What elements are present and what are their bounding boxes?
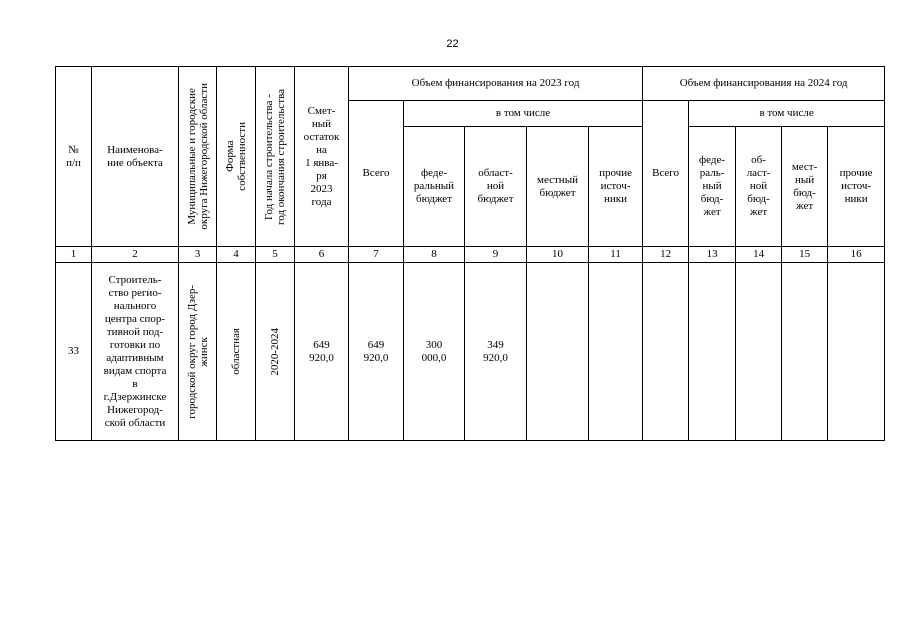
header-ownership xyxy=(217,67,256,247)
col-number: 1 xyxy=(56,247,92,263)
header-oth-2024: прочие источ- ники xyxy=(828,127,885,247)
header-total-2023: Всего xyxy=(349,101,404,247)
row-remainder: 649 920,0 xyxy=(295,263,349,441)
col-number: 15 xyxy=(782,247,828,263)
header-fin-2023: Объем финансирования на 2023 год xyxy=(349,67,643,101)
header-fin-2024: Объем финансирования на 2024 год xyxy=(643,67,885,101)
row-ownership xyxy=(217,263,256,441)
col-number: 12 xyxy=(643,247,689,263)
row-oth-2023 xyxy=(589,263,643,441)
col-number: 10 xyxy=(527,247,589,263)
row-loc-2023 xyxy=(527,263,589,441)
row-loc-2024 xyxy=(782,263,828,441)
header-years-text: Год начала строительства - год окончания строительства xyxy=(263,88,287,225)
row-fed-2023: 300 000,0 xyxy=(404,263,465,441)
financing-table xyxy=(55,66,885,441)
header-incl-2024: в том числе xyxy=(689,101,885,127)
header-incl-2023: в том числе xyxy=(404,101,643,127)
col-number: 8 xyxy=(404,247,465,263)
header-loc-2024: мест- ный бюд- жет xyxy=(782,127,828,247)
row-years xyxy=(256,263,295,441)
col-number: 6 xyxy=(295,247,349,263)
row-total-2023: 649 920,0 xyxy=(349,263,404,441)
row-municipality xyxy=(179,263,217,441)
table-row xyxy=(56,263,885,441)
header-reg-2023: област- ной бюджет xyxy=(465,127,527,247)
header-municipality xyxy=(179,67,217,247)
header-oth-2023: прочие источ- ники xyxy=(589,127,643,247)
page-number: 22 xyxy=(446,38,459,50)
col-number: 11 xyxy=(589,247,643,263)
col-number: 9 xyxy=(465,247,527,263)
row-total-2024 xyxy=(643,263,689,441)
col-number: 14 xyxy=(736,247,782,263)
header-years xyxy=(256,67,295,247)
header-reg-2024: об- ласт- ной бюд- жет xyxy=(736,127,782,247)
col-number: 4 xyxy=(217,247,256,263)
header-fed-2023: феде- ральный бюджет xyxy=(404,127,465,247)
row-oth-2024 xyxy=(828,263,885,441)
row-years-text: 2020-2024 xyxy=(269,327,281,376)
row-reg-2024 xyxy=(736,263,782,441)
header-name: Наименова- ние объекта xyxy=(92,67,179,247)
row-num: 33 xyxy=(56,263,92,441)
header-fed-2024: феде- раль- ный бюд- жет xyxy=(689,127,736,247)
col-number: 7 xyxy=(349,247,404,263)
header-remainder: Смет- ный остаток на 1 янва- ря 2023 года xyxy=(295,67,349,247)
column-numbers-row xyxy=(56,247,885,263)
header-ownership-text: Форма собственности xyxy=(224,122,248,191)
header-total-2024: Всего xyxy=(643,101,689,247)
row-municipality-text: городской округ город Дзер- жинск xyxy=(185,284,210,419)
header-loc-2023: местный бюджет xyxy=(527,127,589,247)
row-fed-2024 xyxy=(689,263,736,441)
row-reg-2023: 349 920,0 xyxy=(465,263,527,441)
col-number: 16 xyxy=(828,247,885,263)
col-number: 5 xyxy=(256,247,295,263)
header-municipality-text: Муниципальные и городские округа Нижегородской области xyxy=(185,83,210,230)
row-name: Строитель- ство регио- нального центра спор- тивной под- готовки по адаптивным видам спорта в г.Дзержинске Нижегород- ской области xyxy=(92,263,179,441)
col-number: 2 xyxy=(92,247,179,263)
row-ownership-text: областная xyxy=(230,328,242,375)
col-number: 3 xyxy=(179,247,217,263)
col-number: 13 xyxy=(689,247,736,263)
header-num: № п/п xyxy=(56,67,92,247)
